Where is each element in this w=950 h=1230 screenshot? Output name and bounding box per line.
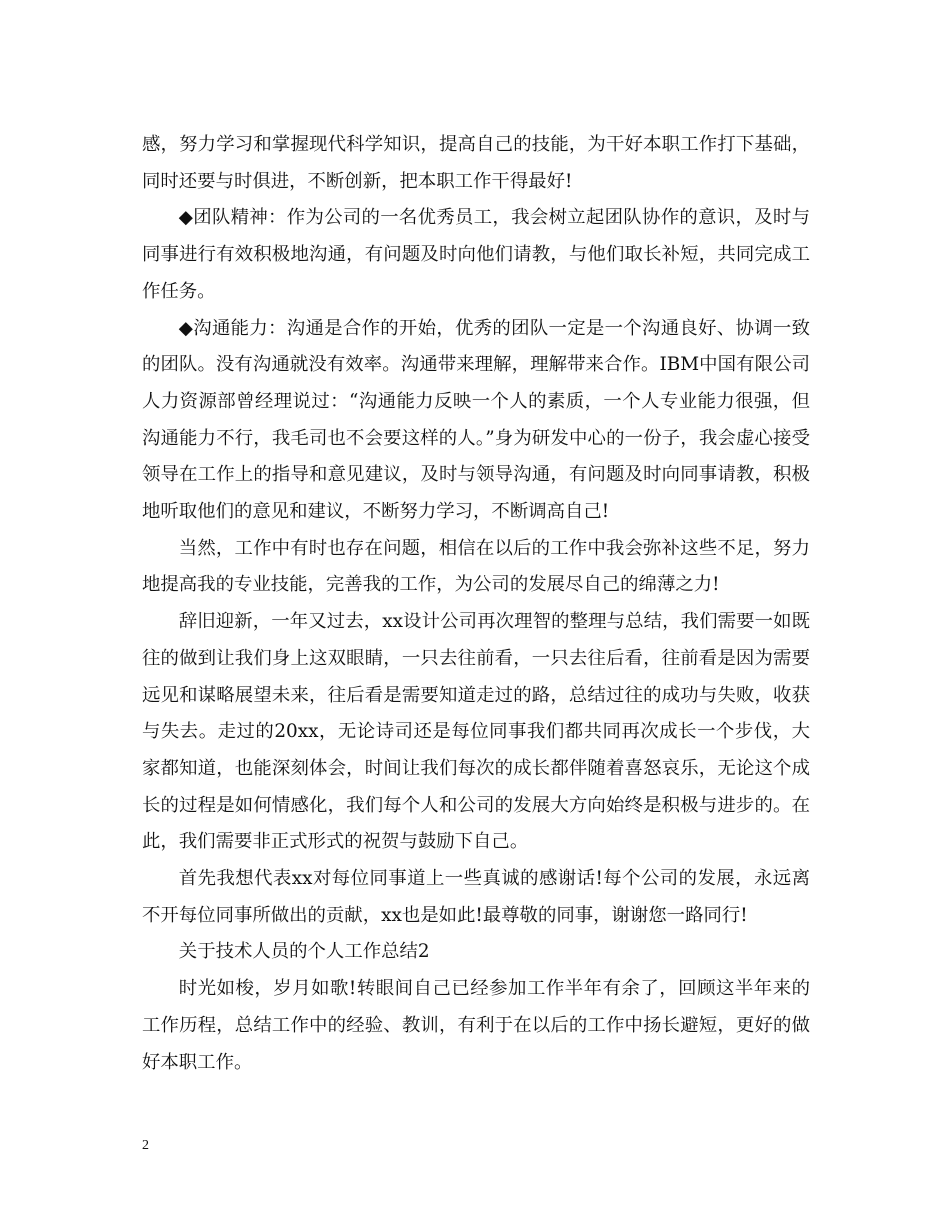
document-body — [142, 127, 810, 1081]
paragraph-time-flies: 时光如梭，岁月如歌!转眼间自己已经参加工作半年有余了，回顾这半年来的工作历程，总结工作中的经验、教训，有利于在以后的工作中扬长避短，更好的做好本职工作。 — [142, 978, 810, 1073]
paragraph-thanks: 首先我想代表xx对每位同事道上一些真诚的感谢话!每个公司的发展，永远离不开每位同事所做出的贡献，xx也是如此!最尊敬的同事，谢谢您一路同行! — [142, 868, 810, 926]
section-heading: 关于技术人员的个人工作总结2 — [178, 941, 430, 963]
paragraph-team-spirit: ◆团队精神：作为公司的一名优秀员工，我会树立起团队协作的意识，及时与同事进行有效积极地沟通，有问题及时向他们请教，与他们取长补短，共同完成工作任务。 — [142, 207, 810, 302]
page-number: 2 — [142, 1138, 149, 1153]
paragraph-communication: ◆沟通能力：沟通是合作的开始，优秀的团队一定是一个沟通良好、协调一致的团队。没有沟通就没有效率。沟通带来理解，理解带来合作。IBM中国有限公司人力资源部曾经理说过：“沟通能力反映一个人的素质，一个人专业能力很强，但沟通能力不行，我毛司也不会要这样的人。”身为研发中心的一份子，我会虚心接受领导在工作上的指导和意见建议，及时与领导沟通，有问题及时向同事请教，积极地听取他们的意见和建议，不断努力学习，不断调高自己! — [142, 317, 810, 523]
paragraph-new-year: 辞旧迎新，一年又过去，xx设计公司再次理智的整理与总结，我们需要一如既往的做到让我们身上这双眼睛，一只去往前看，一只去往后看，往前看是因为需要远见和谋略展望未来，往后看是需要知道走过的路，总结过往的成功与失败，收获与失去。走过的20xx，无论诗司还是每位同事我们都共同再次成长一个步伐，大家都知道，也能深刻体会，时间让我们每次的成长都伴随着喜怒哀乐，无论这个成长的过程是如何情感化，我们每个人和公司的发展大方向始终是积极与进步的。在此，我们需要非正式形式的祝贺与鼓励下自己。 — [142, 611, 810, 853]
paragraph-continuation: 感，努力学习和掌握现代科学知识，提高自己的技能，为干好本职工作打下基础，同时还要与时俱进，不断创新，把本职工作干得最好! — [142, 134, 810, 192]
paragraph-of-course: 当然，工作中有时也存在问题，相信在以后的工作中我会弥补这些不足，努力地提高我的专业技能，完善我的工作，为公司的发展尽自己的绵薄之力! — [142, 537, 810, 596]
